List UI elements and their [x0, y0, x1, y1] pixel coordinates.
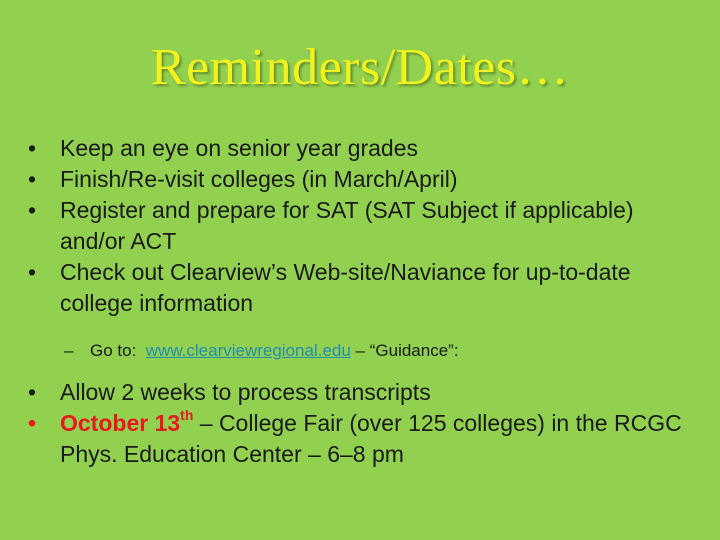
event-description: – College Fair (over 125 colleges) in the RCGC Phys. Education Center – 6–8 pm	[60, 410, 682, 467]
bullet-text: Allow 2 weeks to process transcripts	[60, 379, 431, 405]
bullet-text: Keep an eye on senior year grades	[60, 135, 419, 161]
bullet-item-transcripts	[28, 377, 698, 408]
bullet-item-colleges	[28, 164, 698, 195]
bullet-icon: •	[28, 410, 37, 436]
bullet-icon: •	[28, 135, 37, 161]
bullet-text: Finish/Re-visit colleges (in March/April)	[60, 166, 458, 192]
sub-bullet-guidance	[28, 339, 698, 363]
event-date-day: October 13	[60, 410, 181, 436]
bullet-icon: •	[28, 259, 37, 285]
bullet-icon: •	[28, 197, 37, 223]
bullet-item-sat	[28, 195, 698, 257]
bullet-text: Check out Clearview’s Web-site/Naviance for up-to-date college information	[60, 259, 631, 316]
bullet-item-grades	[28, 133, 698, 164]
sub-bullet-prefix: Go to:	[90, 341, 137, 360]
bullet-icon: •	[28, 166, 37, 192]
website-link[interactable]: www.clearviewregional.edu	[145, 341, 351, 360]
bullet-item-website	[28, 257, 698, 319]
bullet-list	[28, 133, 698, 470]
slide-title: Reminders/Dates…	[150, 39, 570, 96]
sub-bullet-suffix: – “Guidance”:	[355, 341, 459, 360]
dash-icon: –	[64, 341, 74, 360]
bullet-icon: •	[28, 379, 37, 405]
bullet-text: Register and prepare for SAT (SAT Subject if applicable) and/or ACT	[60, 197, 634, 254]
event-date-suffix: th	[180, 407, 194, 424]
event-date	[60, 407, 194, 436]
bullet-item-college-fair	[28, 408, 698, 470]
